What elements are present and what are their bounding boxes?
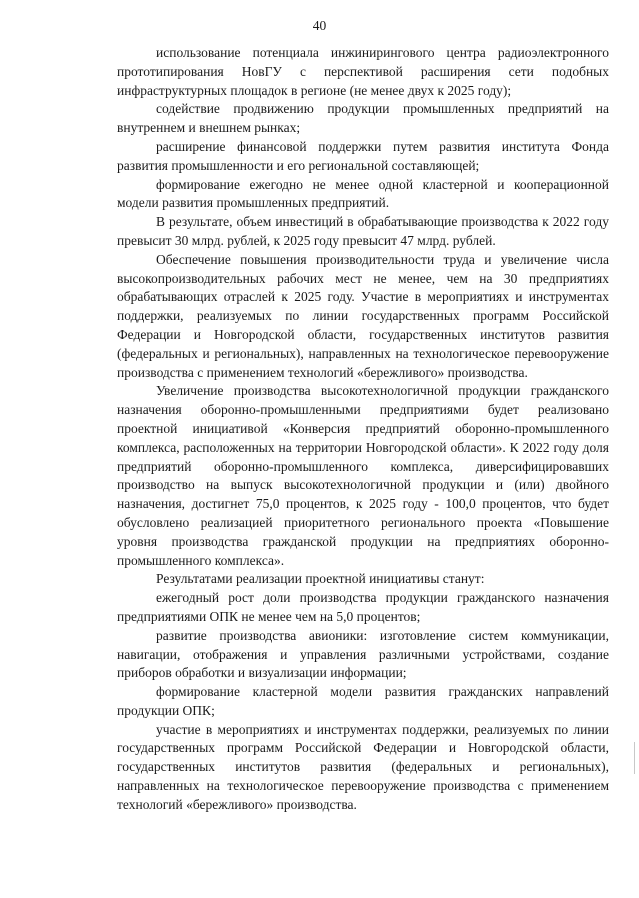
- paragraph: развитие производства авионики: изготовление систем коммуникации, навигации, отображения и управления различными устройствами, создание приборов обработки и визуализации информации;: [117, 627, 609, 681]
- paragraph: Результатами реализации проектной инициативы станут:: [156, 571, 485, 587]
- paragraph: использование потенциала инжинирингового центра радиоэлектронного прототипирования НовГУ с перспективой расширения сети подобных инфраструктурных площадок в регионе (не менее двух к 2025 году);: [117, 45, 609, 98]
- paragraph: содействие продвижению продукции промышленных предприятий на внутреннем и внешнем рынках;: [117, 101, 609, 136]
- paragraph: Обеспечение повышения производительности труда и увеличение числа высокопроизводительных рабочих мест не менее, чем на 30 предприятиях обрабатывающих отраслей к 2025 году. Участие в мероприятиях и инструментах поддержки, реализуемых по линии государственных программ Российской Федерации и Новгородской области, государственных институтов развития (федеральных и региональных), направленных на технологическое перевооружение производства с применением технологий «бережливого» производства.: [117, 251, 609, 380]
- paragraph: В результате, объем инвестиций в обрабатывающие производства к 2022 году превысит 30 млрд. рублей, к 2025 году превысит 47 млрд. рублей.: [117, 214, 609, 248]
- paragraph: расширение финансовой поддержки путем развития института Фонда развития промышленности и его региональной составляющей;: [117, 138, 609, 173]
- paragraph: формирование ежегодно не менее одной кластерной и кооперационной модели развития промышленных предприятий.: [117, 176, 609, 211]
- paragraph: Увеличение производства высокотехнологичной продукции гражданского назначения оборонно-промышленными предприятиями будет реализовано проектной инициативой «Конверсия предприятий оборонно-промышленного комплекса, расположенных на территории Новгородской области». К 2022 году доля предприятий оборонно-промышленного комплекса, диверсифицировавших производство на выпуск высокотехнологичной продукции и (или) двойного назначения, достигнет 75,0 процентов, к 2025 году - 100,0 процентов, что будет обусловлено реализацией приоритетного регионального проекта «Повышение уровня производства гражданской продукции на предприятиях оборонно-промышленного комплекса».: [117, 383, 609, 568]
- document-body: [117, 44, 609, 815]
- page-number: 40: [312, 18, 327, 33]
- paragraph: участие в мероприятиях и инструментах поддержки, реализуемых по линии государственных программ Российской Федерации и Новгородской области, государственных институтов развития (федеральных и региональных), направленных на технологическое перевооружение производства с применением технологий «бережливого» производства.: [117, 721, 609, 812]
- paragraph: ежегодный рост доли производства продукции гражданского назначения предприятиями ОПК не менее чем на 5,0 процентов;: [117, 590, 609, 624]
- paragraph: формирование кластерной модели развития гражданских направлений продукции ОПК;: [117, 684, 609, 718]
- scan-edge-mark: [634, 742, 635, 774]
